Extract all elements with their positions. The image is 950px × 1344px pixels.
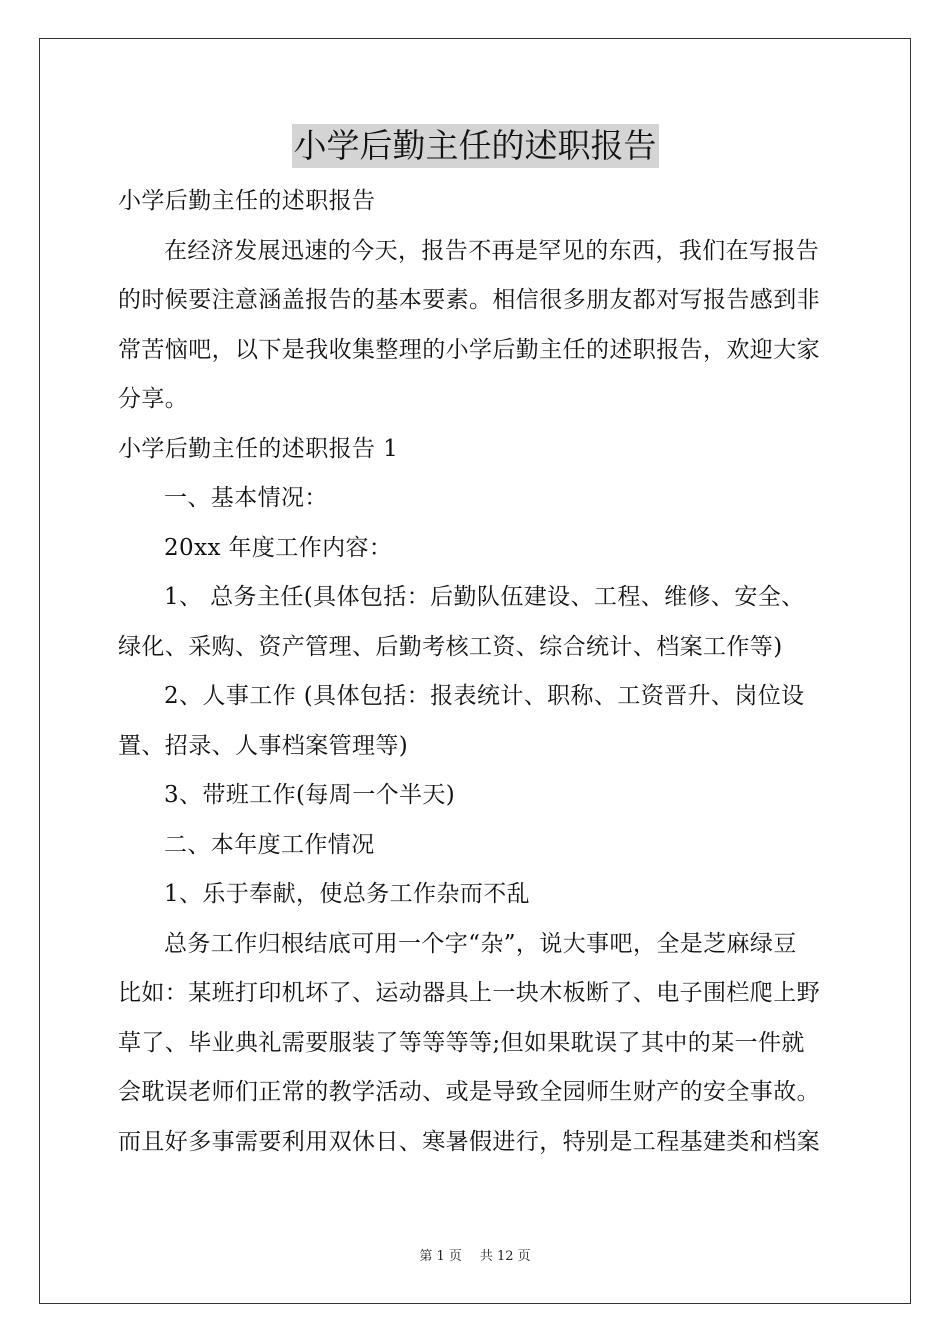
page-number: 第 1 页 xyxy=(419,1249,462,1264)
body-line: 草了、毕业典礼需要服装了等等等等;但如果耽误了其中的某一件就 xyxy=(118,1029,805,1056)
body-line: 2、人事工作 (具体包括：报表统计、职称、工资晋升、岗位设 xyxy=(164,683,805,709)
body-line: 在经济发展迅速的今天，报告不再是罕见的东西，我们在写报告 xyxy=(164,237,820,264)
body-line: 比如：某班打印机坏了、运动器具上一块木板断了、电子围栏爬上野 xyxy=(118,980,820,1006)
body-line: 二、本年度工作情况 xyxy=(164,831,375,858)
document-title: 小学后勤主任的述职报告 xyxy=(292,124,659,168)
page-total: 共 12 页 xyxy=(479,1249,531,1264)
document-body xyxy=(118,177,836,1167)
body-line: 小学后勤主任的述职报告 xyxy=(118,188,376,214)
body-line: 常苦恼吧，以下是我收集整理的小学后勤主任的述职报告，欢迎大家 xyxy=(118,336,820,363)
body-line: 分享。 xyxy=(118,386,189,412)
title-container xyxy=(0,124,950,168)
body-line: 20xx 年度工作内容： xyxy=(164,534,393,561)
section-heading: 小学后勤主任的述职报告 1 xyxy=(118,435,399,462)
body-line: 置、招录、人事档案管理等) xyxy=(118,732,409,759)
body-line: 一、基本情况： xyxy=(164,485,328,511)
body-line: 1、乐于奉献，使总务工作杂而不乱 xyxy=(164,881,531,907)
body-line: 绿化、采购、资产管理、后勤考核工资、综合统计、档案工作等) xyxy=(118,633,783,660)
body-line: 而且好多事需要利用双休日、寒暑假进行，特别是工程基建类和档案 xyxy=(118,1128,820,1155)
page-footer xyxy=(0,1248,950,1266)
body-line: 3、带班工作(每周一个半天) xyxy=(164,782,456,808)
body-line: 总务工作归根结底可用一个字“杂”，说大事吧，全是芝麻绿豆 xyxy=(164,930,797,957)
body-line: 会耽误老师们正常的教学活动、或是导致全园师生财产的安全事故。 xyxy=(118,1079,820,1105)
body-line: 1、 总务主任(具体包括：后勤队伍建设、工程、维修、安全、 xyxy=(164,584,805,610)
body-line: 的时候要注意涵盖报告的基本要素。相信很多朋友都对写报告感到非 xyxy=(118,287,820,313)
